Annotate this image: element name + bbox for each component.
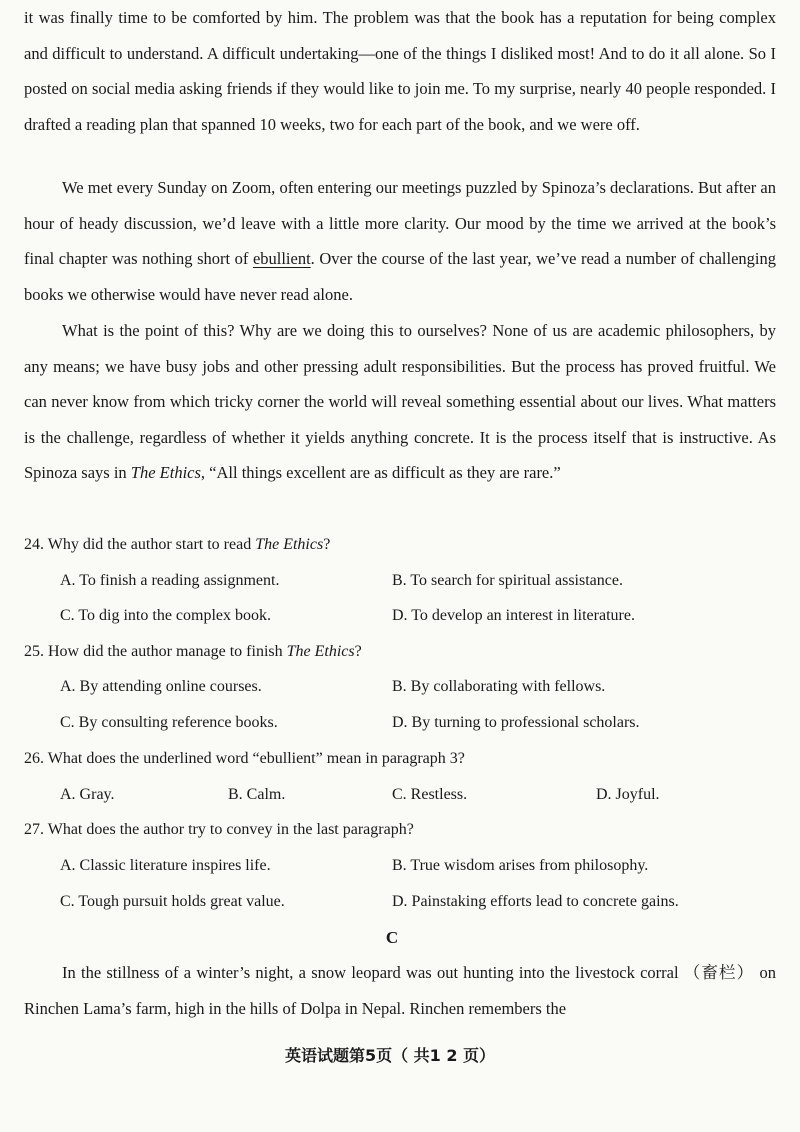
q24-option-d[interactable]: D. To develop an interest in literature. [392,607,635,624]
underlined-word: ebullient [252,249,311,269]
q26-option-b[interactable]: B. Calm. [228,786,286,803]
question-27: 27. What does the author try to convey in the last paragraph? [24,821,414,838]
question-25-text: 25. How did the author manage to finish [24,643,287,660]
q25-option-d[interactable]: D. By turning to professional scholars. [392,714,640,731]
paragraph-2-text-a: We met every Sunday on Zoom, often entering our meetings puzzled by Spinoza’s declarations. But after an hour of heady discussion, we’d leave with a little more clarity. Our mood by the time we arrived at the book’s final chapter was nothing short of [24,178,776,269]
q26-option-c[interactable]: C. Restless. [392,786,468,803]
book-title: The Ethics [130,463,201,483]
question-26: 26. What does the underlined word “ebullient” mean in paragraph 3? [24,750,465,767]
paragraph-2-text-b: . Over the course of the last year, we’ve read a number of challenging books we otherwise would have never read alone. [24,249,776,304]
section-c-paragraph: In the stillness of a winter’s night, a snow leopard was out hunting into the livestock corral （畜栏） on Rinchen Lama’s farm, high in the hills of Dolpa in Nepal. Rinchen remembers the [24,963,776,1018]
q25-option-c[interactable]: C. By consulting reference books. [60,714,278,731]
q27-option-c[interactable]: C. Tough pursuit holds great value. [60,893,285,910]
q24-option-b[interactable]: B. To search for spiritual assistance. [392,572,623,589]
q26-option-a[interactable]: A. Gray. [60,786,115,803]
question-25 [24,643,784,661]
paragraph-1-text: it was finally time to be comforted by him. The problem was that the book has a reputation for being complex and difficult to understand. A difficult undertaking—one of the things I disliked most! And to do it all alone. So I posted on social media asking friends if they would like to join me. To my surprise, nearly 40 people responded. I drafted a reading plan that spanned 10 weeks, two for each part of the book, and we were off. [24,8,776,134]
q27-option-b[interactable]: B. True wisdom arises from philosophy. [392,857,649,874]
question-25-suffix: ? [354,643,362,660]
q27-option-a[interactable]: A. Classic literature inspires life. [60,857,271,874]
passage-paragraph-1 [24,0,776,142]
question-25-title: The Ethics [286,643,355,660]
q24-option-a[interactable]: A. To finish a reading assignment. [60,572,280,589]
q26-option-d[interactable]: D. Joyful. [596,786,660,803]
passage-paragraph-2 [24,170,776,312]
question-24-text: 24. Why did the author start to read [24,536,256,553]
question-24-suffix: ? [323,536,331,553]
section-heading-c: C [385,928,399,947]
question-24 [24,536,784,554]
passage-paragraph-3 [24,313,776,491]
question-24-title: The Ethics [255,536,324,553]
q25-option-b[interactable]: B. By collaborating with fellows. [392,678,606,695]
paragraph-3-text-b: , “All things excellent are as difficult as they are rare.” [200,463,561,483]
page-footer: 英语试题第5页（ 共1 2 页） [284,1046,496,1065]
q25-option-a[interactable]: A. By attending online courses. [60,678,262,695]
q27-option-d[interactable]: D. Painstaking efforts lead to concrete gains. [392,893,679,910]
q24-option-c[interactable]: C. To dig into the complex book. [60,607,272,624]
paragraph-3-text-a: What is the point of this? Why are we doing this to ourselves? None of us are academic philosophers, by any means; we have busy jobs and other pressing adult responsibilities. But the process has proved fruitful. We can never know from which tricky corner the world will reveal something essential about our lives. What matters is the challenge, regardless of whether it yields anything concrete. It is the process itself that is instructive. As Spinoza says in [24,321,776,483]
